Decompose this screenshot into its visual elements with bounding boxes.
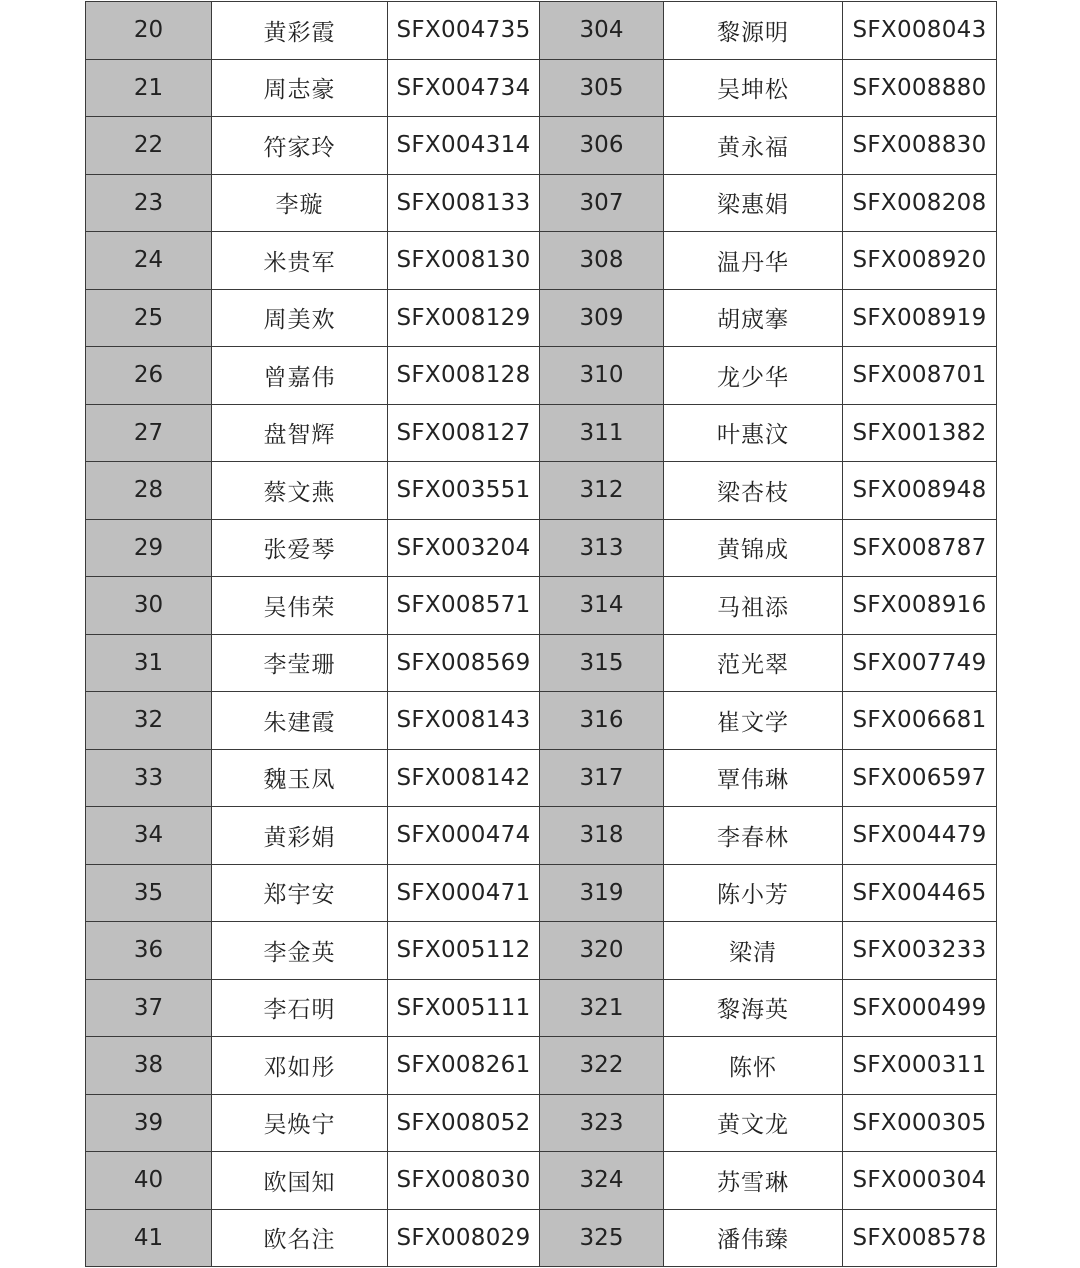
right-number-cell: 306 xyxy=(540,117,664,175)
right-code-cell: SFX008701 xyxy=(843,347,997,405)
right-name-cell: 胡宬搴 xyxy=(664,289,843,347)
table-row xyxy=(86,634,997,692)
right-name-cell: 黄文龙 xyxy=(664,1094,843,1152)
left-number-cell: 41 xyxy=(86,1209,212,1267)
right-name-cell: 潘伟臻 xyxy=(664,1209,843,1267)
right-number-cell: 305 xyxy=(540,59,664,117)
left-number-cell: 31 xyxy=(86,634,212,692)
right-number-cell: 323 xyxy=(540,1094,664,1152)
left-number-cell: 30 xyxy=(86,577,212,635)
right-code-cell: SFX000311 xyxy=(843,1037,997,1095)
left-name-cell: 欧国知 xyxy=(212,1152,388,1210)
right-number-cell: 324 xyxy=(540,1152,664,1210)
left-code-cell: SFX008128 xyxy=(388,347,540,405)
left-name-cell: 欧名注 xyxy=(212,1209,388,1267)
right-number-cell: 317 xyxy=(540,749,664,807)
table-row xyxy=(86,174,997,232)
table-row xyxy=(86,1152,997,1210)
left-name-cell: 黄彩娟 xyxy=(212,807,388,865)
right-number-cell: 315 xyxy=(540,634,664,692)
table-row xyxy=(86,922,997,980)
right-number-cell: 318 xyxy=(540,807,664,865)
left-number-cell: 23 xyxy=(86,174,212,232)
left-number-cell: 35 xyxy=(86,864,212,922)
left-name-cell: 周志豪 xyxy=(212,59,388,117)
right-number-cell: 310 xyxy=(540,347,664,405)
right-number-cell: 312 xyxy=(540,462,664,520)
table-row xyxy=(86,232,997,290)
right-code-cell: SFX000304 xyxy=(843,1152,997,1210)
right-name-cell: 李春林 xyxy=(664,807,843,865)
left-name-cell: 蔡文燕 xyxy=(212,462,388,520)
table-row xyxy=(86,692,997,750)
right-code-cell: SFX008920 xyxy=(843,232,997,290)
right-number-cell: 325 xyxy=(540,1209,664,1267)
left-name-cell: 魏玉凤 xyxy=(212,749,388,807)
left-code-cell: SFX008569 xyxy=(388,634,540,692)
right-code-cell: SFX008043 xyxy=(843,2,997,60)
right-name-cell: 苏雪琳 xyxy=(664,1152,843,1210)
left-name-cell: 邓如彤 xyxy=(212,1037,388,1095)
left-number-cell: 25 xyxy=(86,289,212,347)
table-row xyxy=(86,462,997,520)
left-code-cell: SFX008133 xyxy=(388,174,540,232)
right-name-cell: 崔文学 xyxy=(664,692,843,750)
left-number-cell: 37 xyxy=(86,979,212,1037)
left-number-cell: 29 xyxy=(86,519,212,577)
left-code-cell: SFX008571 xyxy=(388,577,540,635)
left-number-cell: 27 xyxy=(86,404,212,462)
right-code-cell: SFX003233 xyxy=(843,922,997,980)
left-code-cell: SFX008143 xyxy=(388,692,540,750)
left-number-cell: 32 xyxy=(86,692,212,750)
right-code-cell: SFX000499 xyxy=(843,979,997,1037)
left-code-cell: SFX008029 xyxy=(388,1209,540,1267)
right-code-cell: SFX006597 xyxy=(843,749,997,807)
right-name-cell: 吴坤松 xyxy=(664,59,843,117)
right-number-cell: 313 xyxy=(540,519,664,577)
left-code-cell: SFX005112 xyxy=(388,922,540,980)
roster-table-body xyxy=(86,2,997,1267)
left-code-cell: SFX003204 xyxy=(388,519,540,577)
left-number-cell: 38 xyxy=(86,1037,212,1095)
table-row xyxy=(86,117,997,175)
right-name-cell: 梁惠娟 xyxy=(664,174,843,232)
left-number-cell: 34 xyxy=(86,807,212,865)
right-number-cell: 322 xyxy=(540,1037,664,1095)
table-row xyxy=(86,1037,997,1095)
table-row xyxy=(86,577,997,635)
right-name-cell: 梁杏枝 xyxy=(664,462,843,520)
table-row xyxy=(86,289,997,347)
left-code-cell: SFX008261 xyxy=(388,1037,540,1095)
left-name-cell: 吴伟荣 xyxy=(212,577,388,635)
left-name-cell: 曾嘉伟 xyxy=(212,347,388,405)
right-name-cell: 马祖添 xyxy=(664,577,843,635)
right-number-cell: 321 xyxy=(540,979,664,1037)
right-number-cell: 319 xyxy=(540,864,664,922)
left-code-cell: SFX008052 xyxy=(388,1094,540,1152)
left-name-cell: 盘智辉 xyxy=(212,404,388,462)
right-number-cell: 309 xyxy=(540,289,664,347)
left-code-cell: SFX004314 xyxy=(388,117,540,175)
left-number-cell: 33 xyxy=(86,749,212,807)
roster-table xyxy=(85,1,997,1267)
right-number-cell: 316 xyxy=(540,692,664,750)
right-name-cell: 陈怀 xyxy=(664,1037,843,1095)
left-name-cell: 符家玲 xyxy=(212,117,388,175)
left-name-cell: 黄彩霞 xyxy=(212,2,388,60)
table-row xyxy=(86,59,997,117)
table-row xyxy=(86,749,997,807)
right-code-cell: SFX001382 xyxy=(843,404,997,462)
right-number-cell: 314 xyxy=(540,577,664,635)
right-code-cell: SFX000305 xyxy=(843,1094,997,1152)
right-number-cell: 320 xyxy=(540,922,664,980)
left-number-cell: 21 xyxy=(86,59,212,117)
table-row xyxy=(86,519,997,577)
right-number-cell: 311 xyxy=(540,404,664,462)
right-number-cell: 307 xyxy=(540,174,664,232)
right-name-cell: 龙少华 xyxy=(664,347,843,405)
right-name-cell: 陈小芳 xyxy=(664,864,843,922)
left-number-cell: 40 xyxy=(86,1152,212,1210)
right-code-cell: SFX008948 xyxy=(843,462,997,520)
left-number-cell: 22 xyxy=(86,117,212,175)
right-code-cell: SFX008916 xyxy=(843,577,997,635)
left-code-cell: SFX003551 xyxy=(388,462,540,520)
left-name-cell: 郑宇安 xyxy=(212,864,388,922)
right-name-cell: 温丹华 xyxy=(664,232,843,290)
table-row xyxy=(86,807,997,865)
left-name-cell: 周美欢 xyxy=(212,289,388,347)
left-number-cell: 39 xyxy=(86,1094,212,1152)
left-code-cell: SFX008142 xyxy=(388,749,540,807)
right-code-cell: SFX006681 xyxy=(843,692,997,750)
left-number-cell: 36 xyxy=(86,922,212,980)
right-code-cell: SFX007749 xyxy=(843,634,997,692)
left-code-cell: SFX008129 xyxy=(388,289,540,347)
left-code-cell: SFX004734 xyxy=(388,59,540,117)
right-name-cell: 范光翠 xyxy=(664,634,843,692)
right-name-cell: 梁清 xyxy=(664,922,843,980)
right-code-cell: SFX008208 xyxy=(843,174,997,232)
left-name-cell: 李莹珊 xyxy=(212,634,388,692)
left-code-cell: SFX008030 xyxy=(388,1152,540,1210)
right-code-cell: SFX004479 xyxy=(843,807,997,865)
left-name-cell: 吴焕宁 xyxy=(212,1094,388,1152)
right-number-cell: 304 xyxy=(540,2,664,60)
right-name-cell: 黎海英 xyxy=(664,979,843,1037)
right-code-cell: SFX008880 xyxy=(843,59,997,117)
table-row xyxy=(86,979,997,1037)
right-code-cell: SFX008830 xyxy=(843,117,997,175)
left-number-cell: 28 xyxy=(86,462,212,520)
right-code-cell: SFX008578 xyxy=(843,1209,997,1267)
left-code-cell: SFX000471 xyxy=(388,864,540,922)
left-code-cell: SFX008130 xyxy=(388,232,540,290)
left-code-cell: SFX000474 xyxy=(388,807,540,865)
left-name-cell: 朱建霞 xyxy=(212,692,388,750)
table-row xyxy=(86,864,997,922)
left-code-cell: SFX005111 xyxy=(388,979,540,1037)
left-name-cell: 李石明 xyxy=(212,979,388,1037)
table-row xyxy=(86,404,997,462)
left-name-cell: 张爱琴 xyxy=(212,519,388,577)
left-number-cell: 26 xyxy=(86,347,212,405)
left-number-cell: 20 xyxy=(86,2,212,60)
right-name-cell: 黄永福 xyxy=(664,117,843,175)
table-row xyxy=(86,2,997,60)
table-row xyxy=(86,1094,997,1152)
left-name-cell: 米贵军 xyxy=(212,232,388,290)
left-code-cell: SFX008127 xyxy=(388,404,540,462)
right-code-cell: SFX008787 xyxy=(843,519,997,577)
right-code-cell: SFX008919 xyxy=(843,289,997,347)
right-name-cell: 叶惠汶 xyxy=(664,404,843,462)
table-row xyxy=(86,1209,997,1267)
left-name-cell: 李金英 xyxy=(212,922,388,980)
left-code-cell: SFX004735 xyxy=(388,2,540,60)
left-name-cell: 李璇 xyxy=(212,174,388,232)
right-name-cell: 黎源明 xyxy=(664,2,843,60)
right-name-cell: 覃伟琳 xyxy=(664,749,843,807)
right-name-cell: 黄锦成 xyxy=(664,519,843,577)
right-number-cell: 308 xyxy=(540,232,664,290)
right-code-cell: SFX004465 xyxy=(843,864,997,922)
table-row xyxy=(86,347,997,405)
left-number-cell: 24 xyxy=(86,232,212,290)
